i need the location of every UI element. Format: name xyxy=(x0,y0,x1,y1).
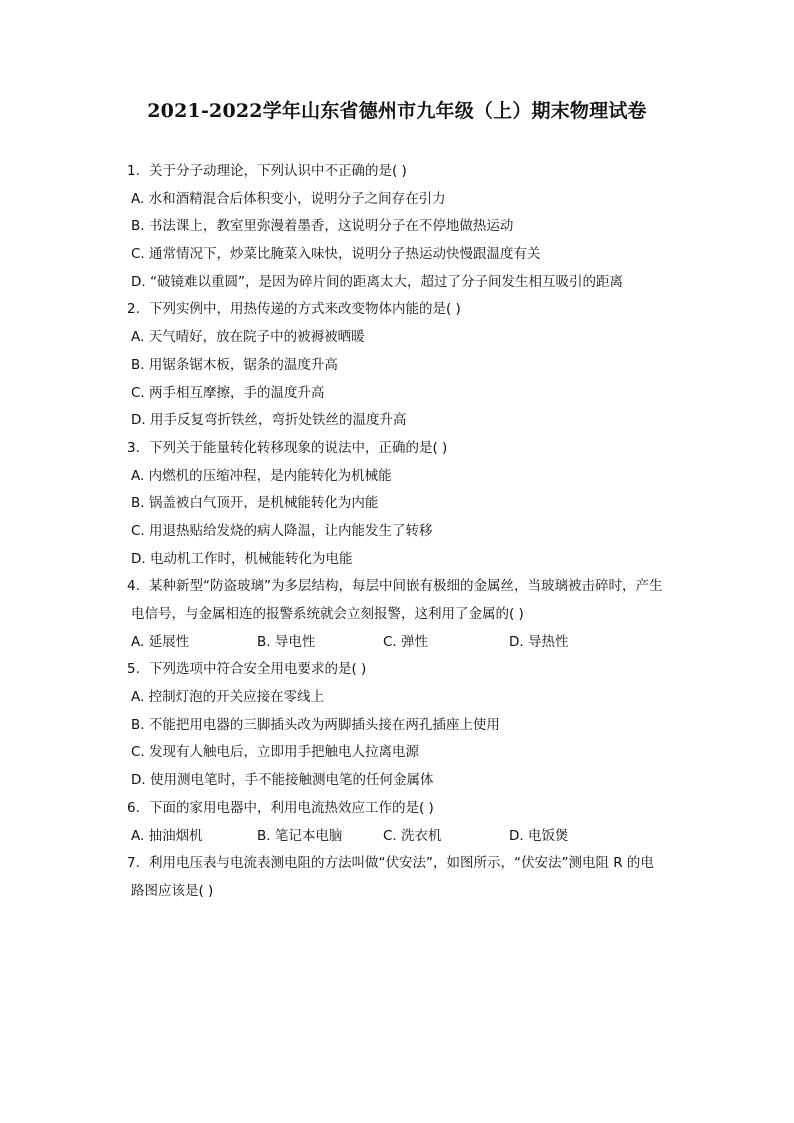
question-4-stem-continued: 电信号，与金属相连的报警系统就会立刻报警，这利用了金属的( ) xyxy=(131,606,524,622)
question-1-option-a: A. 水和酒精混合后体积变小，说明分子之间存在引力 xyxy=(131,190,446,207)
question-3-stem xyxy=(127,435,697,463)
question-text: 利用电压表与电流表测电阻的方法叫做“伏安法”，如图所示，“伏安法”测电阻 R 的电 xyxy=(149,855,654,872)
question-6-options xyxy=(127,823,697,851)
page-title: 2021-2022学年山东省德州市九年级（上）期末物理试卷 xyxy=(147,100,647,122)
question-number: 4. xyxy=(127,578,140,595)
question-5-option-a: A. 控制灯泡的开关应接在零线上 xyxy=(131,689,325,706)
question-7-stem xyxy=(127,850,697,878)
question-number: 5. xyxy=(127,661,140,678)
question-5-option-d: D. 使用测电笔时，手不能接触测电笔的任何金属体 xyxy=(131,772,434,789)
question-text: 下列实例中，用热传递的方式来改变物体内能的是( ) xyxy=(149,301,461,318)
question-4-option-a: A. 延展性 xyxy=(131,633,190,650)
question-text: 关于分子动理论，下列认识中不正确的是( ) xyxy=(149,163,407,179)
question-4-stem xyxy=(127,573,697,601)
question-6-option-d: D. 电饭煲 xyxy=(509,827,569,844)
question-2-stem xyxy=(127,296,697,324)
question-7-stem-continued: 路图应该是( ) xyxy=(131,882,214,899)
question-6-stem xyxy=(127,795,697,823)
question-text: 下列关于能量转化转移现象的说法中，正确的是( ) xyxy=(149,439,448,456)
question-6-option-b: B. 笔记本电脑 xyxy=(257,827,343,844)
question-text: 下面的家用电器中，利用电流热效应工作的是( ) xyxy=(149,799,434,816)
question-number: 1. xyxy=(127,163,140,179)
question-2-option-b: B. 用锯条锯木板，锯条的温度升高 xyxy=(131,356,338,373)
question-list xyxy=(127,158,697,906)
question-3-option-b: B. 锅盖被白气顶开，是机械能转化为内能 xyxy=(131,495,379,512)
question-3-option-a: A. 内燃机的压缩冲程，是内能转化为机械能 xyxy=(131,467,392,484)
question-4-options xyxy=(127,629,697,657)
question-3-option-c: C. 用退热贴给发烧的病人降温，让内能发生了转移 xyxy=(131,522,433,539)
question-5-option-c: C. 发现有人触电后，立即用手把触电人拉离电源 xyxy=(131,744,420,761)
question-2-option-d: D. 用手反复弯折铁丝，弯折处铁丝的温度升高 xyxy=(131,412,407,429)
question-1-option-c: C. 通常情况下，炒菜比腌菜入味快，说明分子热运动快慢跟温度有关 xyxy=(131,246,541,263)
question-4-option-b: B. 导电性 xyxy=(257,633,316,650)
question-1-stem xyxy=(127,158,697,186)
question-1-option-b: B. 书法课上，教室里弥漫着墨香，这说明分子在不停地做热运动 xyxy=(131,218,514,235)
question-4-option-c: C. 弹性 xyxy=(383,633,429,650)
question-number: 2. xyxy=(127,301,140,318)
question-5-stem xyxy=(127,656,697,684)
question-1-option-d: D. “破镜难以重圆”，是因为碎片间的距离太大，超过了分子间发生相互吸引的距离 xyxy=(131,273,623,290)
question-number: 6. xyxy=(127,799,140,816)
question-text: 下列选项中符合安全用电要求的是( ) xyxy=(149,661,367,678)
question-2-option-a: A. 天气晴好，放在院子中的被褥被晒暖 xyxy=(131,329,365,346)
question-number: 3. xyxy=(127,439,140,456)
question-6-option-c: C. 洗衣机 xyxy=(383,827,442,844)
question-4-option-d: D. 导热性 xyxy=(509,633,569,650)
question-text: 某种新型“防盗玻璃”为多层结构，每层中间嵌有极细的金属丝，当玻璃被击碎时，产生 xyxy=(149,578,663,595)
question-number: 7. xyxy=(127,855,140,872)
question-3-option-d: D. 电动机工作时，机械能转化为电能 xyxy=(131,550,353,567)
question-5-option-b: B. 不能把用电器的三脚插头改为两脚插头接在两孔插座上使用 xyxy=(131,716,500,733)
question-2-option-c: C. 两手相互摩擦，手的温度升高 xyxy=(131,384,325,401)
question-6-option-a: A. 抽油烟机 xyxy=(131,827,203,844)
